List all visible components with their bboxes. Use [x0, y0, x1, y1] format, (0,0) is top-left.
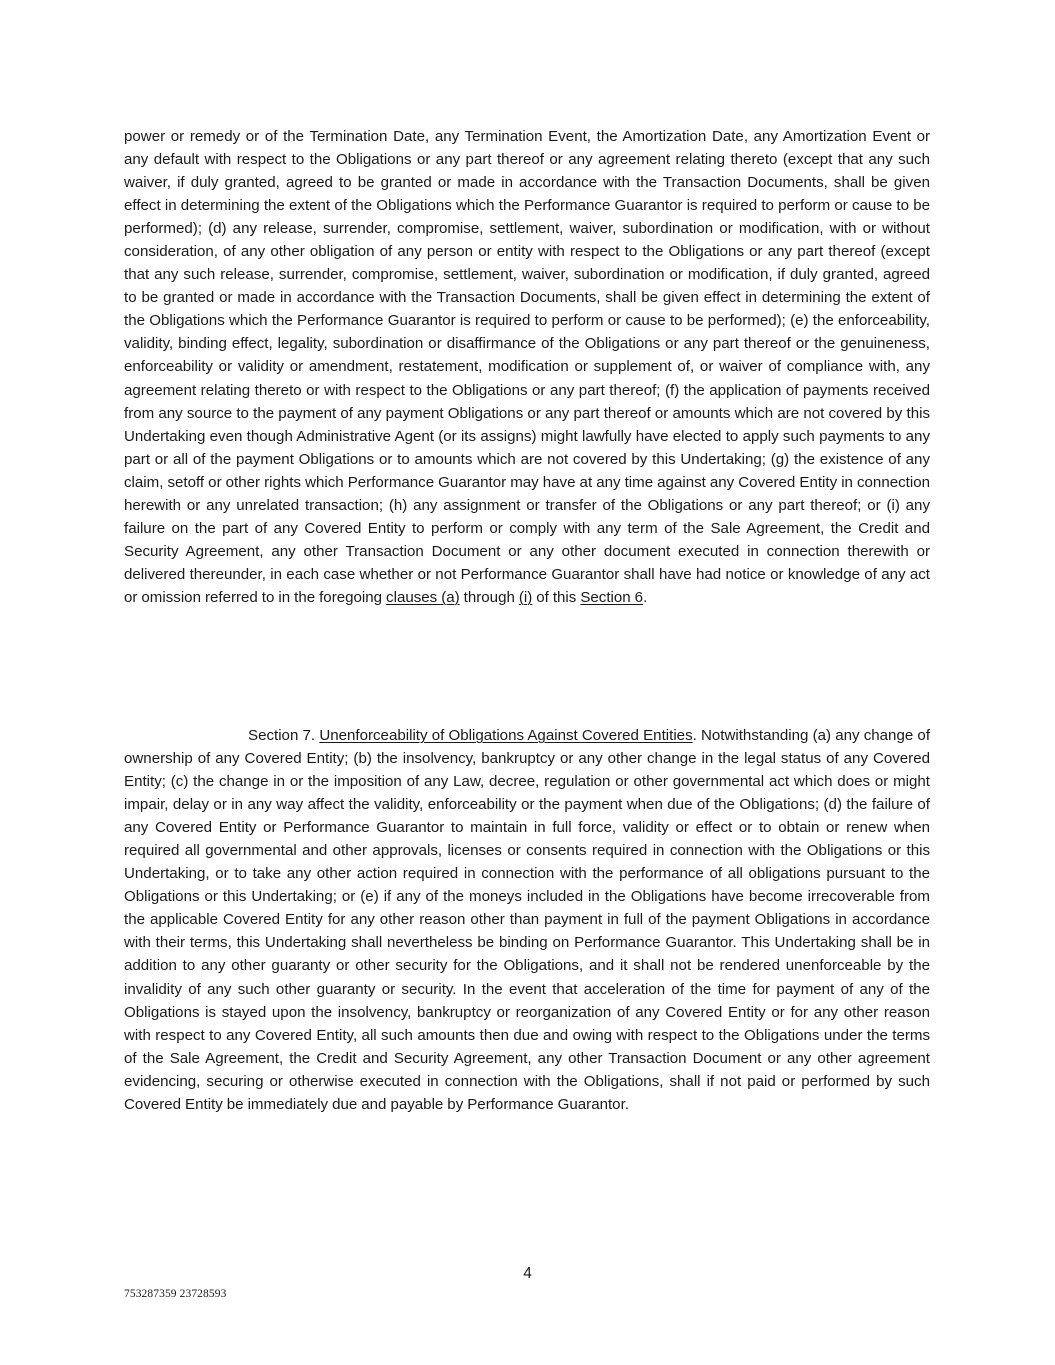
paragraph-section-6-continued: [124, 125, 930, 609]
paragraph-text: of this: [532, 588, 581, 606]
paragraph-text: through: [459, 588, 519, 606]
paragraph-text: .: [643, 588, 648, 606]
document-id: 753287359 23728593: [124, 1288, 227, 1300]
section-7-title: Unenforceability of Obligations Against Covered Entities: [319, 727, 693, 744]
section-7-label: Section 7.: [248, 727, 320, 744]
paragraph-section-7: [124, 724, 930, 1116]
page-number: 4: [523, 1265, 532, 1282]
section-6-reference: Section 6: [580, 588, 644, 606]
paragraph-text: . Notwithstanding (a) any change of ownership of any Covered Entity; (b) the insolvency, bankruptcy or any other change in the legal status of any Covered Entity; (c) the change in or the imposition of any Law, decree, regulation or other governmental act which does or might impair, delay or in any way affect the validity, enforceability or the payment when due of the Obligations; (d) the failure of any Covered Entity or Performance Guarantor to maintain in full force, validity or effect or to obtain or renew when required all governmental and other approvals, licenses or consents required in connection with the Obligations or this Undertaking, or to take any other action required in connection with the performance of all obligations pursuant to the Obligations or this Undertaking; or (e) if any of the moneys included in the Obligations have become irrecoverable from the applicable Covered Entity for any other reason other than payment in full of the payment Obligations in accordance with their terms, this Undertaking shall nevertheless be binding on Performance Guarantor. This Undertaking shall be in addition to any other guaranty or other security for the Obligations, and it shall not be rendered unenforceable by the invalidity of any such other guaranty or security. In the event that acceleration of the time for payment of any of the Obligations is stayed upon the insolvency, bankruptcy or reorganization of any Covered Entity or for any other reason with respect to any Covered Entity, all such amounts then due and owing with respect to the Obligations under the terms of the Sale Agreement, the Credit and Security Agreement, any other Transaction Document or any other agreement evidencing, securing or otherwise executed in connection with the Obligations, shall if not paid or performed by such Covered Entity be immediately due and payable by Performance Guarantor.: [124, 727, 931, 1113]
clause-i-reference: (i): [518, 588, 533, 606]
clauses-a-reference: clauses (a): [386, 588, 460, 606]
paragraph-text: power or remedy or of the Termination Date, any Termination Event, the Amortization Date, any Amortization Event or any default with respect to the Obligations or any part thereof or any agreement relating thereto (except that any such waiver, if duly granted, agreed to be granted or made in accordance with the Transaction Documents, shall be given effect in determining the extent of the Obligations which the Performance Guarantor is required to perform or cause to be performed); (d) any release, surrender, compromise, settlement, waiver, subordination or modification, with or without consideration, of any other obligation of any person or entity with respect to the Obligations or any part thereof (except that any such release, surrender, compromise, settlement, waiver, subordination or modification, if duly granted, agreed to be granted or made in accordance with the Transaction Documents, shall be given effect in determining the extent of the Obligations which the Performance Guarantor is required to perform or cause to be performed); (e) the enforceability, validity, binding effect, legality, subordination or disaffirmance of the Obligations or any part thereof or the genuineness, enforceability or validity or amendment, restatement, modification or supplement of, or waiver of compliance with, any agreement relating thereto or with respect to the Obligations or any part thereof; (f) the application of payments received from any source to the payment of any payment Obligations or any part thereof or amounts which are not covered by this Undertaking even though Administrative Agent (or its assigns) might lawfully have elected to apply such payments to any part or all of the payment Obligations or to amounts which are not covered by this Undertaking; (g) the existence of any claim, setoff or other rights which Performance Guarantor may have at any time against any Covered Entity in connection herewith or any unrelated transaction; (h) any assignment or transfer of the Obligations or any part thereof; or (i) any failure on the part of any Covered Entity to perform or comply with any term of the Sale Agreement, the Credit and Security Agreement, any other Transaction Document or any other document executed in connection therewith or delivered thereunder, in each case whether or not Performance Guarantor shall have had notice or knowledge of any act or omission referred to in the foregoing: [124, 128, 930, 606]
